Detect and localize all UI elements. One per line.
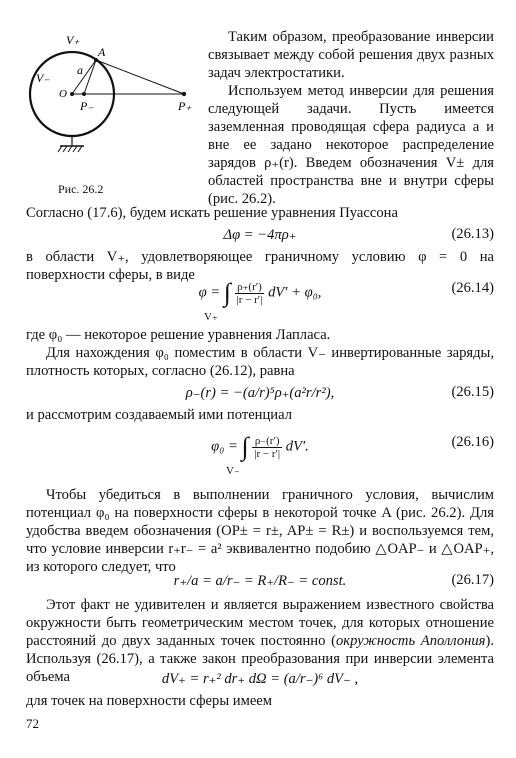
inversion-figure	[22, 22, 192, 172]
label-v-plus: V₊	[66, 33, 80, 47]
point-pminus	[82, 92, 86, 96]
paragraph-find-phi0	[26, 344, 494, 380]
fraction-numerator: ρ₋(r′)	[252, 435, 282, 448]
point-pplus	[182, 92, 186, 96]
integral-limit: V₋	[226, 465, 240, 477]
label-v-minus: V₋	[36, 71, 50, 85]
fraction-denominator: |r − r′|	[254, 447, 281, 460]
line-o-a	[72, 60, 96, 94]
text-last: для точек на поверхности сферы имеем	[26, 693, 273, 709]
label-p-minus: P₋	[80, 99, 94, 113]
equation-formula: ρ₋(r) = −(a/r)⁵ρ₊(a²r/r²),	[185, 385, 335, 401]
equation-26-13	[26, 226, 494, 246]
text-laplace: где φ₀ — некоторое решение уравнения Лапласа.	[26, 327, 331, 343]
fraction-denominator: |r − r′|	[236, 293, 263, 306]
fraction	[235, 281, 265, 306]
point-o	[70, 92, 74, 96]
fraction	[252, 435, 282, 460]
paragraph-method: Используем метод инверсии для решения следующей задачи. Пусть имеется заземленная проводящая сфера радиуса a и вне ее задано некоторое распределение зарядов ρ₊(r). Введем обозначения V± для областей пространства вне и внутри сферы (рис. 26.2).	[208, 83, 494, 207]
text-find-phi0: Для нахождения φ₀ поместим в области V₋ инвертированные заряды, плотность которых, согласно (26.12), равна	[26, 345, 494, 379]
equation-number: (26.16)	[451, 434, 494, 450]
equation-26-15	[26, 384, 494, 404]
text-part-1: Этот факт не удивителен и является выражением известного свойства окружности быть геометрическим местом точек, для которых отношение расстояний до двух заданных точек постоянно (	[26, 597, 494, 649]
equation-number: (26.17)	[451, 572, 494, 588]
right-column-text	[208, 28, 494, 208]
text-boundary-check: Чтобы убедиться в выполнении граничного условия, вычислим потенциал φ₀ на поверхности сферы в некоторой точке A (рис. 26.2). Для удобства введем обозначения (OP± = r±, AP± = R±) и воспользуемся тем, что условие инверсии r₊r₋ = a² эквивалентно подобию △OAP₋ и △OAP₊, из которого следует, что	[26, 487, 494, 575]
figure-caption: Рис. 26.2	[58, 182, 104, 196]
text-potential: и рассмотрим создаваемый ими потенциал	[26, 407, 292, 423]
paragraph-inversion-summary: Таким образом, преобразование инверсии связывает между собой решения двух разных задач электростатики.	[208, 29, 494, 81]
eq-lhs: φ =	[198, 284, 221, 301]
label-a: A	[98, 45, 106, 59]
line-laplace	[26, 326, 494, 344]
ground-hatch	[58, 146, 82, 152]
fraction-numerator: ρ₊(r′)	[235, 281, 265, 294]
text-part-2: ). Используя (26.17), а также закон преобразования при инверсии элемента объема	[26, 633, 494, 685]
equation-number: (26.13)	[451, 226, 494, 242]
equation-26-17	[26, 572, 494, 592]
text-emphasis: окружность Аполлония	[335, 633, 486, 649]
paragraph-boundary-check	[26, 486, 494, 576]
equation-formula: r₊/a = a/r₋ = R₊/R₋ = const.	[173, 573, 347, 589]
equation-26-14	[26, 274, 494, 324]
equation-formula	[26, 434, 494, 460]
label-o: O	[59, 88, 67, 100]
text-region: в области V₊, удовлетворяющее граничному условию φ = 0 на поверхности сферы, в виде	[26, 249, 494, 283]
text-poisson: Согласно (17.6), будем искать решение уравнения Пуассона	[26, 205, 398, 221]
integral-sign: ∫	[241, 432, 249, 461]
integral-limit: V₊	[204, 311, 218, 323]
equation-formula	[26, 280, 494, 306]
equation-formula: dV₊ = r₊² dr₊ dΩ = (a/r₋)⁶ dV₋ ,	[161, 671, 359, 687]
equation-number: (26.15)	[451, 384, 494, 400]
line-last	[26, 692, 494, 710]
line-a-pminus	[84, 60, 96, 94]
eq-rhs: dV′.	[285, 438, 309, 455]
integral-sign: ∫	[223, 278, 231, 307]
eq-lhs: φ₀ =	[211, 438, 238, 455]
equation-number: (26.14)	[451, 280, 494, 296]
equation-26-16	[26, 428, 494, 478]
equation-volume-element	[26, 670, 494, 690]
label-p-plus: P₊	[178, 99, 192, 113]
eq-rhs: dV′ + φ₀,	[268, 284, 322, 301]
label-a-small: a	[77, 63, 83, 77]
line-poisson	[26, 204, 494, 222]
page-number: 72	[26, 716, 39, 731]
equation-formula: Δφ = −4πρ₊	[223, 227, 297, 243]
line-potential	[26, 406, 494, 424]
